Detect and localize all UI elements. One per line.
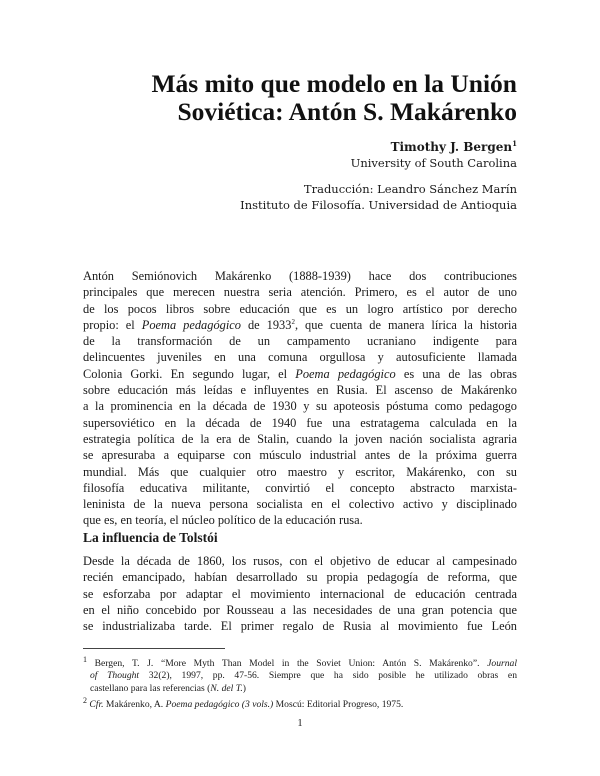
text-line: propio: el Poema pedagógico de 1933$^2$, que cuenta de manera lírica la historia <box>83 317 517 332</box>
footnote-2: $^2$ Cfr. Makárenko, A. Poema pedagógico (3 vols.) Moscú: Editorial Progreso, 1975. <box>83 695 404 710</box>
footnotes <box>83 654 517 711</box>
text-line: Colonia Gorki. En segundo lugar, el Poema pedagógico es una de las obras <box>83 366 517 381</box>
text-line: de los pocos libros sobre educación que es un logro artístico por derecho <box>83 301 517 316</box>
body-paragraph-1 <box>83 268 517 529</box>
text-line: delincuentes juveniles en una comuna orgullosa y autosuficiente llamada <box>83 350 517 365</box>
text-line: Desde la década de 1860, los rusos, con el objetivo de educar al campesinado <box>83 554 517 568</box>
footnote-mark: 2 <box>83 695 87 705</box>
text-line: supersoviético en la década de 1940 fue una estratagema calculada en la <box>83 415 517 430</box>
text-line: de la transformación de un campamento ucraniano indigente para <box>83 334 517 349</box>
byline <box>157 136 517 213</box>
footnote-1-line: of Thought 32(2), 1997, pp. 47-56. Siempre que ha sido posible he utilizado obras en <box>90 670 517 682</box>
body-paragraph-2 <box>83 553 517 634</box>
page-number: 1 <box>297 718 303 729</box>
footnote-mark: 2 <box>291 317 295 326</box>
footnote-1-line: castellano para las referencias (N. del T.) <box>90 682 246 694</box>
footnote-divider <box>83 648 225 649</box>
section-heading: La influencia de Tolstói <box>83 530 218 545</box>
text-line: se apresuraba a equiparse con músculo industrial antes de la próxima guerra <box>83 448 517 463</box>
text-line: que es, en teoría, el núcleo político de la educación rusa. <box>83 513 363 528</box>
footnote-1: $^1$ Bergen, T. J. “More Myth Than Model in the Soviet Union: Antón S. Makárenko”. Journal <box>83 655 517 670</box>
text-line: recién emancipado, habían desarrollado su propia pedagogía de reforma, que <box>83 570 517 585</box>
footnote-mark: 1 <box>512 139 517 148</box>
title-line: Más mito que modelo en la Unión <box>151 69 517 98</box>
text-line: estrategia política de la era de Stalin, cuando la joven nación socialista agraria <box>83 431 517 446</box>
text-line: filosofía educativa militante, convirtió el concepto abstracto marxista- <box>83 480 517 495</box>
article-title <box>77 70 517 126</box>
text-line: sobre educación más leídas e influyentes en Rusia. El ascenso de Makárenko <box>83 383 517 398</box>
translation-credit: Traducción: Leandro Sánchez Marín <box>303 182 517 196</box>
footnote-mark: 1 <box>83 655 87 664</box>
text-line: Antón Semiónovich Makárenko (1888-1939) hace dos contribuciones <box>83 269 517 283</box>
text-line: se industrializaba tarde. El primer regalo de Rusia al movimiento fue León <box>83 619 517 634</box>
text-line: en el niño concebido por Rousseau a las necesidades de una gran potencia que <box>83 602 517 617</box>
text-line: a la prominencia en la década de 1930 y su apoteosis póstuma como pedagogo <box>83 399 517 414</box>
translator-affiliation: Instituto de Filosofía. Universidad de Antioquia <box>240 198 517 212</box>
text-line: principales que merecen nuestra seria atención. Primero, es el autor de uno <box>83 285 517 300</box>
author-name: Timothy J. Bergen$^1$ <box>390 139 517 154</box>
text-line: leninista de la nueva persona socialista en el colectivo activo y disciplinado <box>83 497 517 512</box>
title-line: Soviética: Antón S. Makárenko <box>177 97 517 126</box>
author-affiliation: University of South Carolina <box>350 156 517 170</box>
text-line: mundial. Más que cualquier otro maestro y escritor, Makárenko, con su <box>83 464 517 479</box>
text-line: se esforzaba por adaptar el movimiento internacional de educación centrada <box>83 586 517 601</box>
